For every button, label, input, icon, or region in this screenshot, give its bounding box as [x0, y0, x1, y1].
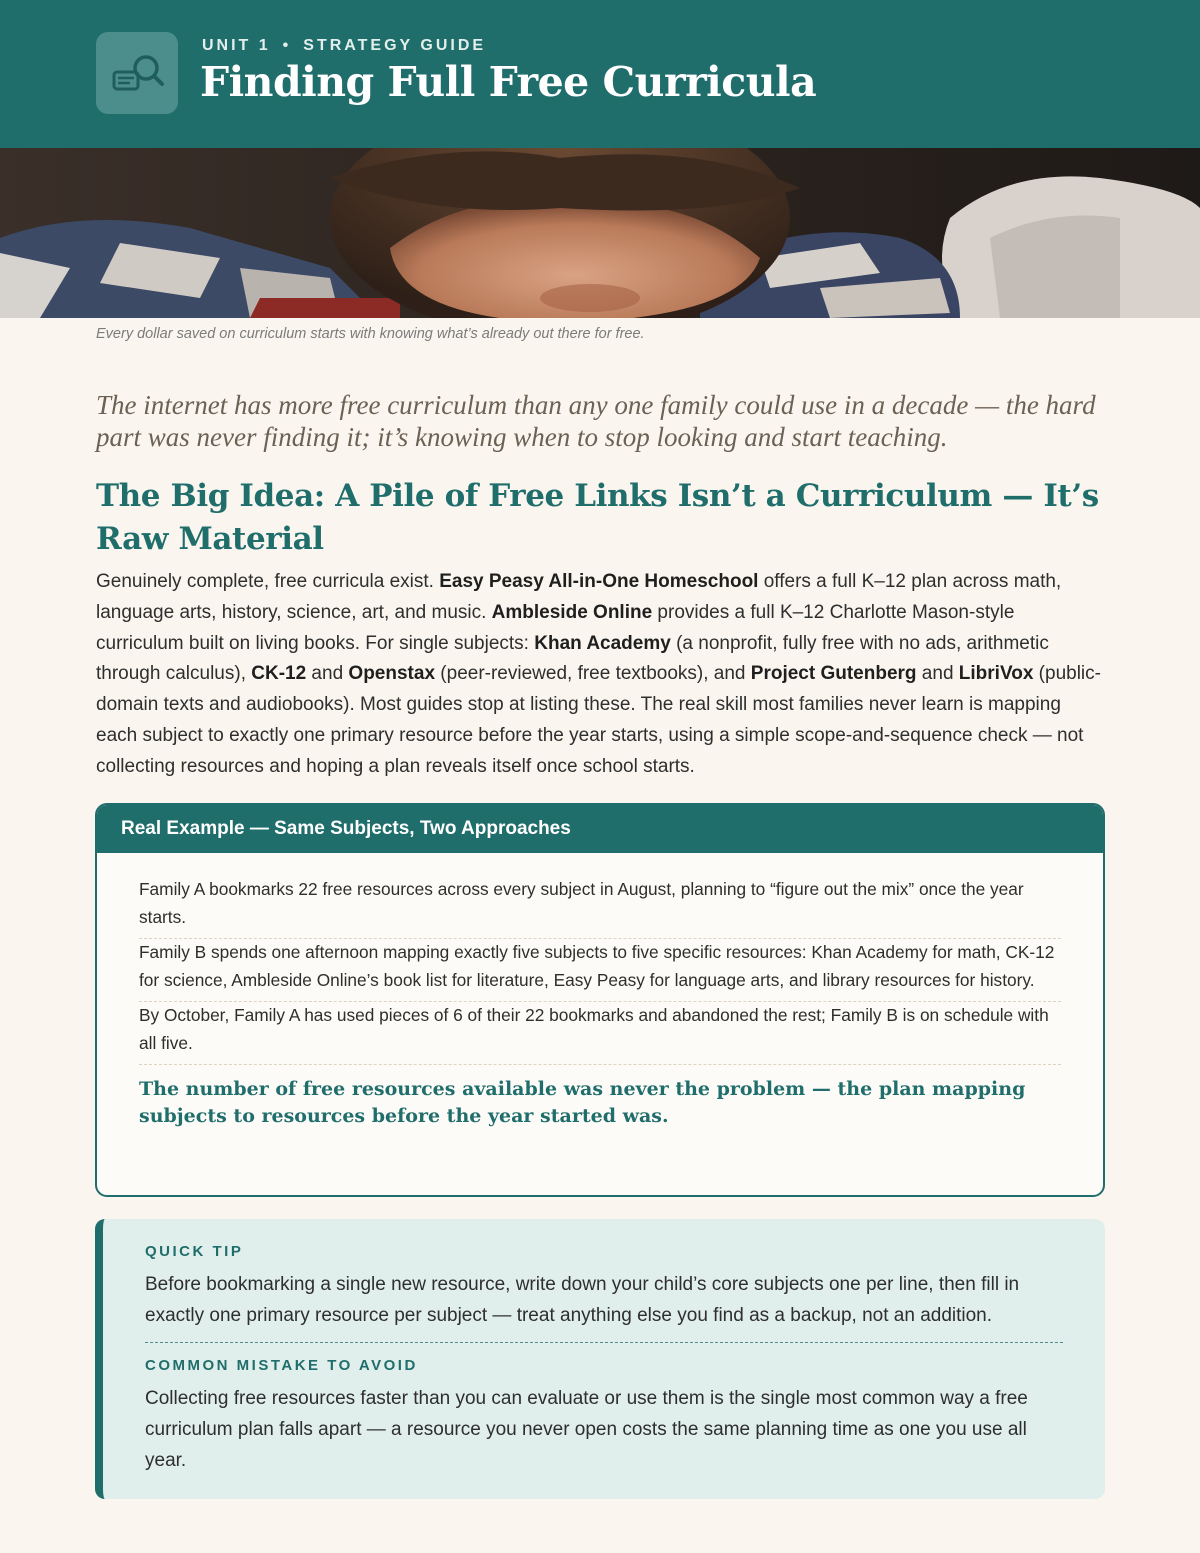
resource-ambleside-online: Ambleside Online — [491, 601, 653, 623]
example-outcome: By October, Family A has used pieces of 6 of their 22 bookmarks and abandoned the rest; Family B is on schedule with all five. — [139, 1005, 1049, 1053]
unit-eyebrow — [202, 37, 486, 55]
dashed-divider — [139, 1064, 1061, 1065]
resource-openstax: Openstax — [348, 663, 436, 685]
header-banner — [0, 0, 1200, 148]
text-segment: (a nonprofit, fully free with no ads, arithmetic through calculus), — [96, 632, 1049, 685]
resource-easy-peasy: Easy Peasy All-in-One Homeschool — [439, 571, 759, 592]
example-family-a: Family A bookmarks 22 free resources across every subject in August, planning to “figure out the mix” once the year starts. — [139, 879, 1024, 927]
guide-type-label: STRATEGY GUIDE — [303, 37, 487, 54]
text-segment: (peer-reviewed, free textbooks), and — [435, 663, 751, 685]
eyebrow-separator: • — [282, 37, 292, 54]
real-example-heading: Real Example — Same Subjects, Two Approaches — [97, 805, 1103, 853]
real-example-card — [95, 803, 1105, 1197]
resource-project-gutenberg: Project Gutenberg — [750, 663, 917, 685]
text-segment: Genuinely complete, free curricula exist. — [96, 571, 440, 592]
example-conclusion: The number of free resources available was never the problem — the plan mapping subjects to resources before the year started was. — [139, 1078, 1026, 1127]
example-family-b: Family B spends one afternoon mapping exactly five subjects to five specific resources: Khan Academy for math, CK-12 for science, Ambleside Online’s book list for literature, Easy Peasy for language arts, and library resources for history. — [139, 942, 1055, 990]
text-segment: and — [306, 663, 349, 685]
hero-photo-illustration — [0, 148, 1200, 318]
search-book-icon — [96, 32, 178, 114]
text-segment: (public-domain texts and audiobooks). Most guides stop at listing these. The real skill most families never learn is mapping each subject to exactly one primary resource before the year starts, using a simple scope-and-sequence check — not collecting resources and hoping a plan reveals itself once school starts. — [96, 663, 1101, 777]
text-segment: and — [916, 663, 959, 685]
real-example-body — [97, 853, 1103, 1130]
page-title: Finding Full Free Curricula — [200, 58, 817, 106]
quick-tip-text: Before bookmarking a single new resource, write down your child’s core subjects one per line, then fill in exactly one primary resource per subject — treat anything else you find as a backup, not an addition. — [145, 1274, 1020, 1326]
resource-ck12: CK-12 — [251, 663, 307, 685]
unit-label: UNIT 1 — [202, 37, 271, 54]
common-mistake-label: COMMON MISTAKE TO AVOID — [145, 1357, 418, 1374]
big-idea-paragraph — [96, 567, 1106, 783]
text-segment: offers a full K–12 plan across math, language arts, history, science, art, and music. — [96, 571, 1062, 623]
quick-tip-label: QUICK TIP — [145, 1243, 244, 1260]
text-segment: provides a full K–12 Charlotte Mason-style curriculum built on living books. For single subjects: — [96, 601, 1015, 654]
hero-caption: Every dollar saved on curriculum starts with knowing what’s already out there for free. — [96, 326, 645, 342]
dashed-divider — [145, 1342, 1063, 1343]
tips-callout — [95, 1219, 1105, 1499]
resource-khan-academy: Khan Academy — [534, 632, 671, 654]
common-mistake-text: Collecting free resources faster than you can evaluate or use them is the single most common way a free curriculum plan falls apart — a resource you never open costs the same planning time as one you use all year. — [145, 1388, 1028, 1471]
resource-librivox: LibriVox — [958, 663, 1034, 685]
hero-photo — [0, 148, 1200, 318]
pull-quote: The internet has more free curriculum than any one family could use in a decade — the hard part was never finding it; it’s knowing when to stop looking and start teaching. — [96, 390, 1096, 452]
big-idea-title: The Big Idea: A Pile of Free Links Isn’t a Curriculum — It’s Raw Material — [96, 478, 1099, 557]
